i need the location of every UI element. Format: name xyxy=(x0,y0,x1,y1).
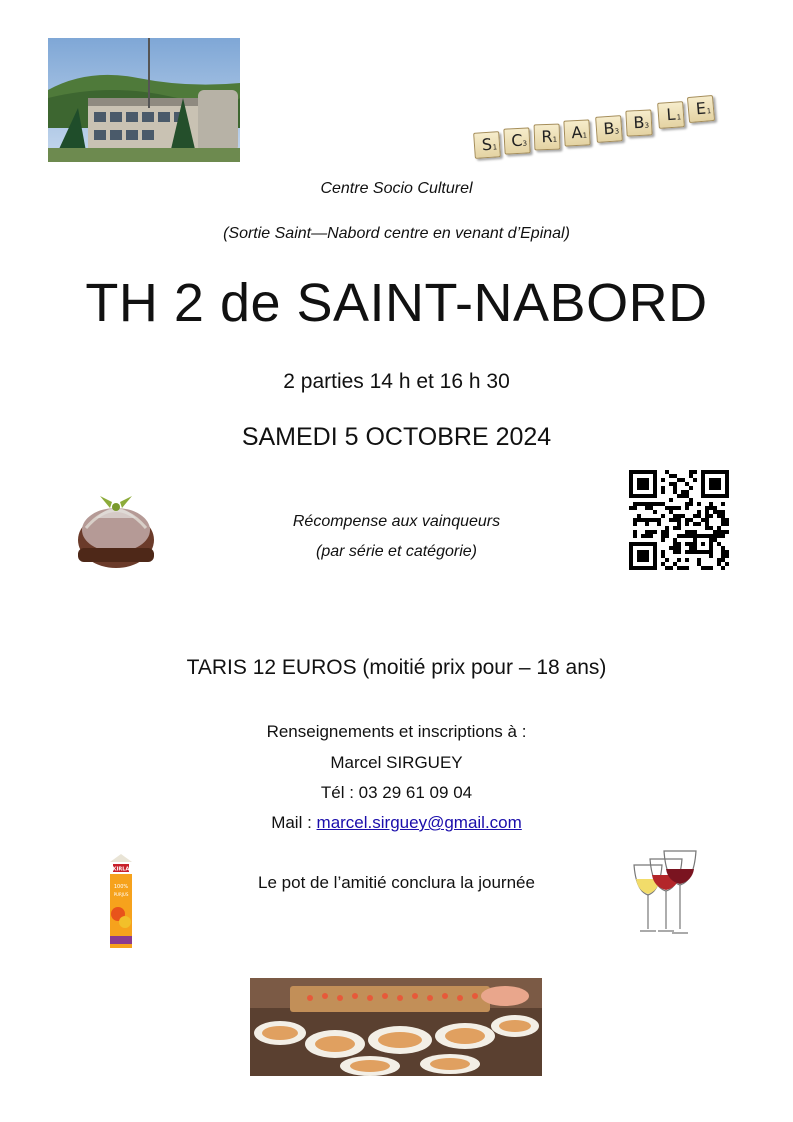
contact-phone: Tél : 03 29 61 09 04 xyxy=(320,783,473,802)
juice-label-1: 100% xyxy=(113,884,129,890)
mail-prefix: Mail : xyxy=(271,813,317,832)
scrabble-tile: L 1 xyxy=(657,101,685,129)
reward-text: Récompense aux vainqueurs xyxy=(292,513,501,530)
closing-text: Le pot de l’amitié conclura la journée xyxy=(258,873,535,892)
price-info: TARIS 12 EUROS (moitié prix pour – 18 ans) xyxy=(186,656,607,679)
games-schedule: 2 parties 14 h et 16 h 30 xyxy=(283,370,510,393)
juice-carton-photo xyxy=(106,852,136,950)
email-link[interactable]: marcel.sirguey@gmail.com xyxy=(316,813,522,832)
juice-label-2: PURJUS xyxy=(113,892,129,897)
scrabble-tiles-logo xyxy=(470,96,720,166)
page-title: TH 2 de SAINT-NABORD xyxy=(85,273,708,333)
scrabble-tile: B 3 xyxy=(625,109,652,136)
info-label: Renseignements et inscriptions à : xyxy=(266,722,527,741)
building-photo xyxy=(48,38,240,162)
scrabble-tile: E 1 xyxy=(687,95,715,123)
scrabble-tile: B 3 xyxy=(595,115,623,143)
scrabble-tile: A 1 xyxy=(563,119,590,146)
scrabble-tile: C 3 xyxy=(503,127,530,154)
venue-name: Centre Socio Culturel xyxy=(320,180,473,197)
reward-subtext: (par série et catégorie) xyxy=(316,543,477,560)
contact-name: Marcel SIRGUEY xyxy=(330,753,463,772)
venue-directions: (Sortie Saint—Nabord centre en venant d’Epinal) xyxy=(223,225,570,242)
buffet-photo xyxy=(250,978,542,1076)
scrabble-tile: S 1 xyxy=(473,131,501,159)
scrabble-tile: R 1 xyxy=(534,124,561,151)
juice-brand: KIRLA xyxy=(112,866,130,873)
contact-mail-line xyxy=(0,813,793,833)
event-date: SAMEDI 5 OCTOBRE 2024 xyxy=(241,423,552,451)
